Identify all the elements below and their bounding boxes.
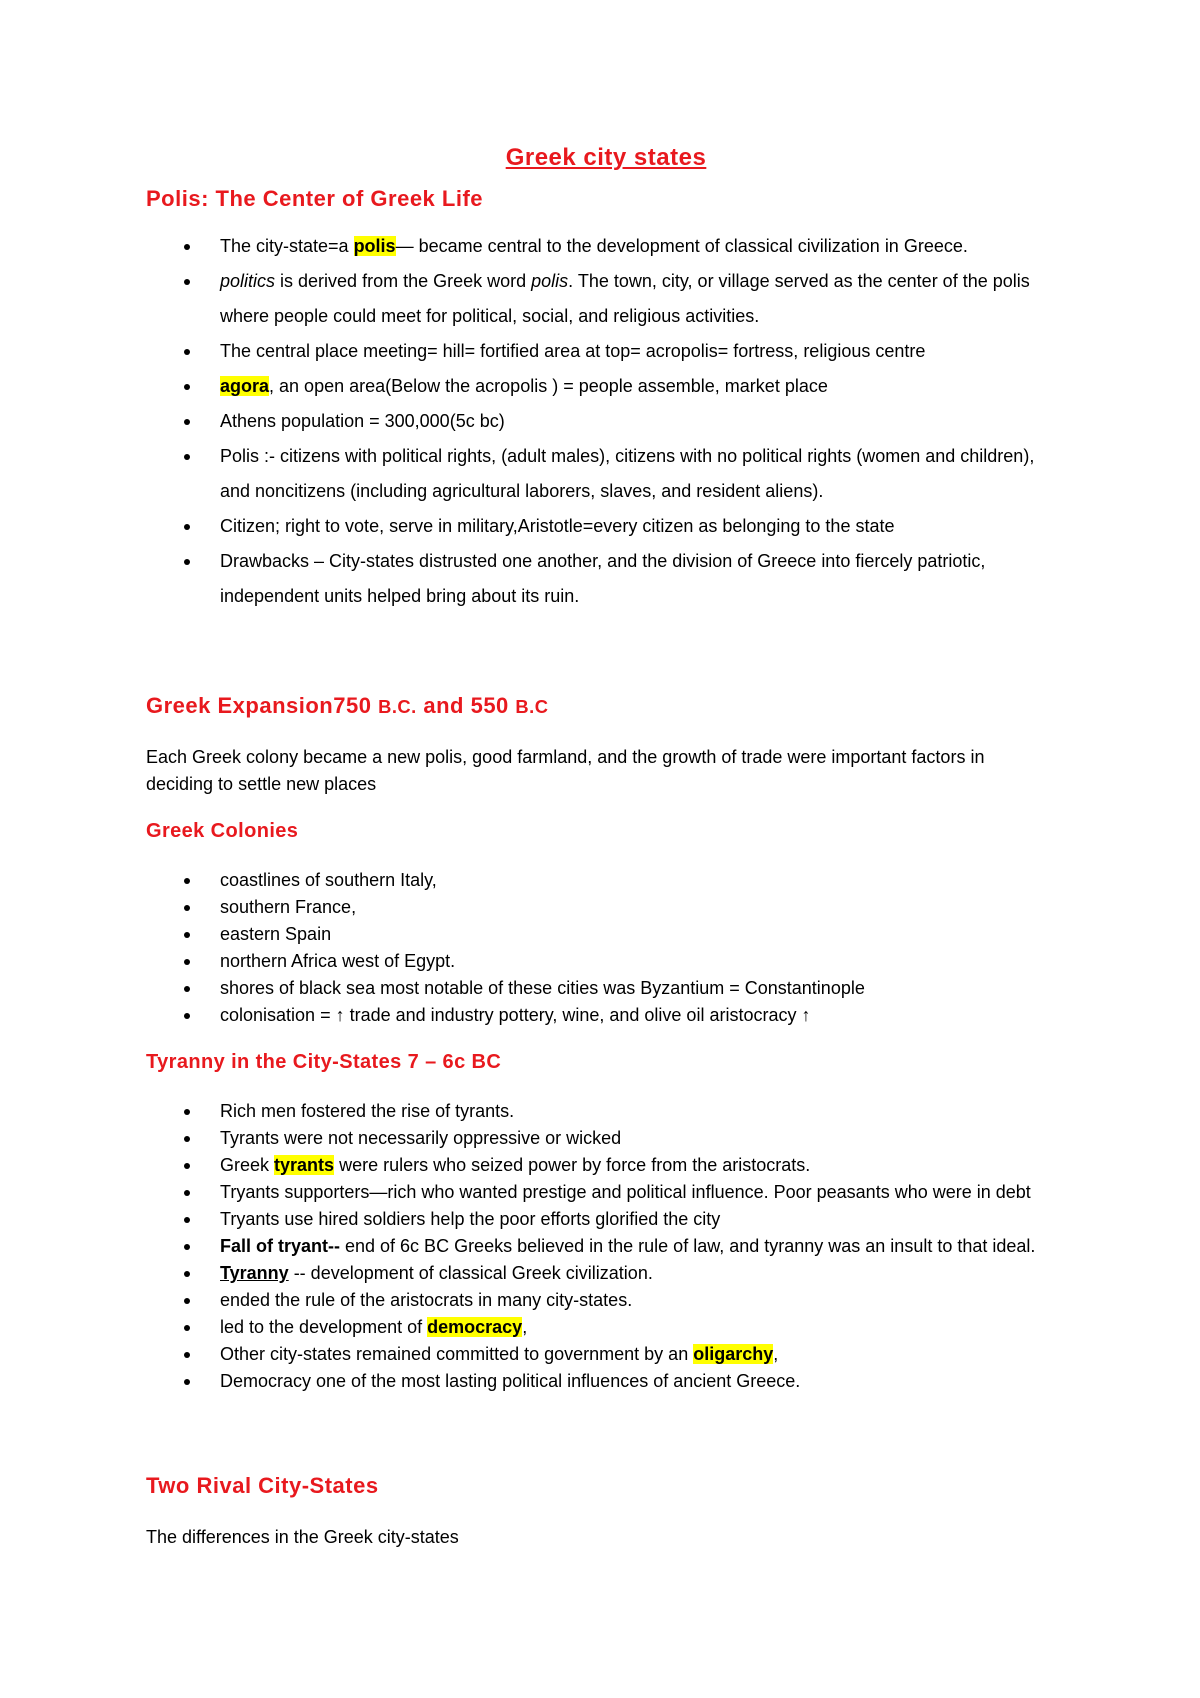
- list-item: colonisation = ↑ trade and industry pottery, wine, and olive oil aristocracy ↑: [146, 1002, 1066, 1029]
- page-title: Greek city states: [505, 144, 707, 171]
- rivals-paragraph: The differences in the Greek city-states: [146, 1527, 459, 1547]
- list-item: Other city-states remained committed to government by an oligarchy,: [146, 1341, 1066, 1368]
- highlight-term: tyrants: [274, 1155, 335, 1175]
- list-item: coastlines of southern Italy,: [146, 867, 1066, 894]
- list-item: Fall of tryant-- end of 6c BC Greeks believed in the rule of law, and tyranny was an insult to that ideal.: [146, 1233, 1066, 1260]
- section-heading-tyranny: Tyranny in the City-States 7 – 6c BC: [146, 1051, 502, 1073]
- list-item: Tyranny -- development of classical Greek civilization.: [146, 1260, 1066, 1287]
- list-item: northern Africa west of Egypt.: [146, 948, 1066, 975]
- list-item: Tryants supporters—rich who wanted prestige and political influence. Poor peasants who were in debt: [146, 1179, 1066, 1206]
- polis-bullet-list: [146, 229, 1066, 614]
- expansion-paragraph: Each Greek colony became a new polis, good farmland, and the growth of trade were important factors in deciding to settle new places: [146, 747, 985, 794]
- list-item: led to the development of democracy,: [146, 1314, 1066, 1341]
- list-item: Citizen; right to vote, serve in military,Aristotle=every citizen as belonging to the state: [146, 509, 1066, 544]
- list-item: The central place meeting= hill= fortified area at top= acropolis= fortress, religious centre: [146, 334, 1066, 369]
- list-item: Polis :- citizens with political rights, (adult males), citizens with no political rights (women and children), and noncitizens (including agricultural laborers, slaves, and resident aliens).: [146, 439, 1066, 509]
- list-item: Athens population = 300,000(5c bc): [146, 404, 1066, 439]
- list-item: ended the rule of the aristocrats in many city-states.: [146, 1287, 1066, 1314]
- list-item: Greek tyrants were rulers who seized power by force from the aristocrats.: [146, 1152, 1066, 1179]
- section-heading-rivals: Two Rival City-States: [146, 1473, 379, 1498]
- list-item: The city-state=a polis— became central to the development of classical civilization in Greece.: [146, 229, 1066, 264]
- list-item: Drawbacks – City-states distrusted one another, and the division of Greece into fiercely patriotic, independent units helped bring about its ruin.: [146, 544, 1066, 614]
- highlight-term: oligarchy: [693, 1344, 774, 1364]
- list-item: Tryants use hired soldiers help the poor efforts glorified the city: [146, 1206, 1066, 1233]
- colonies-bullet-list: [146, 867, 1066, 1029]
- highlight-term: democracy: [427, 1317, 523, 1337]
- tyranny-bullet-list: [146, 1098, 1066, 1395]
- section-heading-polis: Polis: The Center of Greek Life: [146, 186, 484, 211]
- list-item: politics is derived from the Greek word polis. The town, city, or village served as the center of the polis where people could meet for political, social, and religious activities.: [146, 264, 1066, 334]
- highlight-term: agora: [220, 376, 270, 396]
- list-item: Democracy one of the most lasting political influences of ancient Greece.: [146, 1368, 1066, 1395]
- section-heading-colonies: Greek Colonies: [146, 820, 299, 842]
- list-item: southern France,: [146, 894, 1066, 921]
- highlight-term: polis: [353, 236, 396, 256]
- expansion-dates: 750 B.C. and 550 B.C: [333, 693, 549, 718]
- list-item: Tyrants were not necessarily oppressive or wicked: [146, 1125, 1066, 1152]
- list-item: agora, an open area(Below the acropolis ) = people assemble, market place: [146, 369, 1066, 404]
- list-item: Rich men fostered the rise of tyrants.: [146, 1098, 1066, 1125]
- list-item: shores of black sea most notable of these cities was Byzantium = Constantinople: [146, 975, 1066, 1002]
- list-item: eastern Spain: [146, 921, 1066, 948]
- section-heading-expansion: Greek Expansion750 B.C. and 550 B.C: [146, 693, 549, 718]
